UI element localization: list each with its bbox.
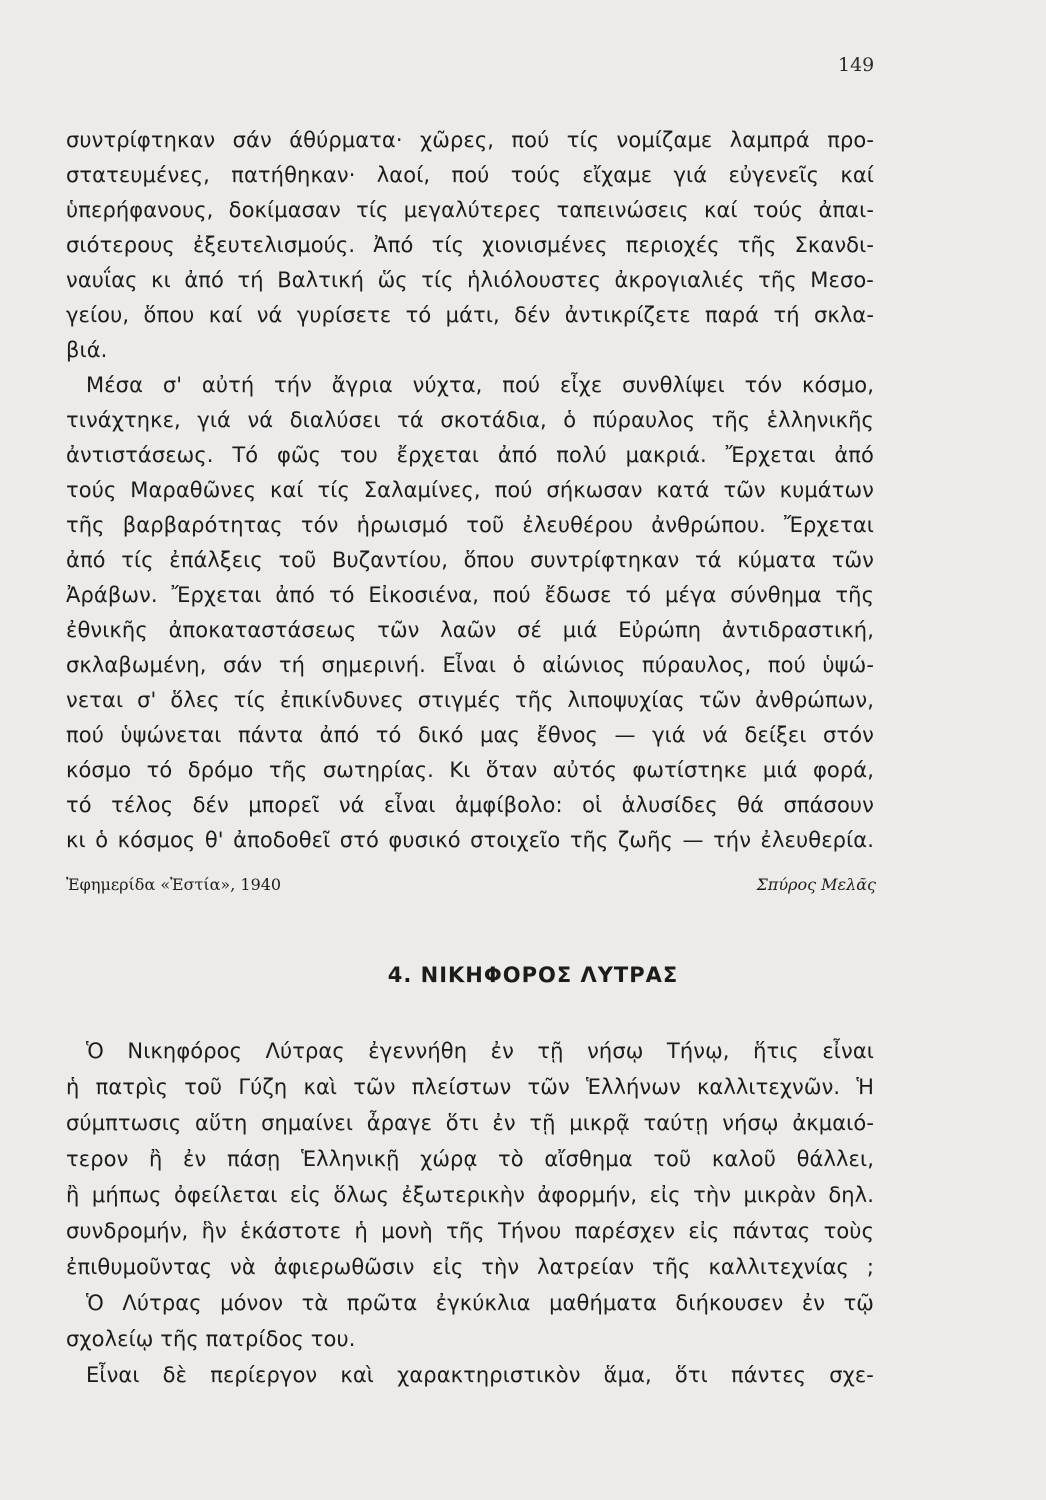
text-line: ἀντιστάσεως. Τό φῶς του ἔρχεται ἀπό πολύ μακριά. Ἔρχεται ἀπό <box>66 443 874 467</box>
text-line: Ὁ Λύτρας μόνον τὰ πρῶτα ἐγκύκλια μαθήματα διήκουσεν ἐν τῷ <box>86 1291 874 1315</box>
author-signature: Σπύρος Μελᾶς <box>756 875 876 894</box>
text-line: συνδρομήν, ἣν ἑκάστοτε ἡ μονὴ τῆς Τήνου παρέσχεν εἰς πάντας τοὺς <box>66 1219 874 1243</box>
text-line: ἐπιθυμοῦντας νὰ ἀφιερωθῶσιν εἰς τὴν λατρείαν τῆς καλλιτεχνίας ; <box>66 1255 874 1279</box>
text-line: τινάχτηκε, γιά νά διαλύσει τά σκοτάδια, ὁ πύραυλος τῆς ἑλληνικῆς <box>66 408 874 432</box>
text-line: γείου, ὅπου καί νά γυρίσετε τό μάτι, δέν ἀντικρίζετε παρά τή σκλα- <box>66 303 874 327</box>
article-lytras-body <box>66 1034 874 1414</box>
text-line: κι ὁ κόσμος θ' ἀποδοθεῖ στό φυσικό στοιχεῖο τῆς ζωῆς — τήν ἐλευθερία. <box>66 828 874 852</box>
text-line: στατευμένες, πατήθηκαν· λαοί, πού τούς εἴχαμε γιά εὐγενεῖς καί <box>66 163 874 187</box>
text-line: βιά. <box>66 338 108 362</box>
text-line: ναυΐας κι ἀπό τή Βαλτική ὥς τίς ἡλιόλουστες ἀκρογιαλιές τῆς Μεσο- <box>66 268 874 292</box>
text-line: τῆς βαρβαρότητας τόν ἡρωισμό τοῦ ἐλευθέρου ἀνθρώπου. Ἔρχεται <box>66 513 874 537</box>
text-line: σύμπτωσις αὕτη σημαίνει ἆραγε ὅτι ἐν τῇ μικρᾷ ταύτῃ νήσῳ ἀκμαιό- <box>66 1111 874 1135</box>
text-line: τερον ἢ ἐν πάσῃ Ἑλληνικῇ χώρᾳ τὸ αἴσθημα τοῦ καλοῦ θάλλει, <box>66 1147 874 1171</box>
text-line: Ὁ Νικηφόρος Λύτρας ἐγεννήθη ἐν τῇ νήσῳ Τήνῳ, ἥτις εἶναι <box>86 1039 874 1063</box>
text-line: πού ὑψώνεται πάντα ἀπό τό δικό μας ἔθνος — γιά νά δείξει στόν <box>66 723 874 747</box>
text-line: τό τέλος δέν μπορεῖ νά εἶναι ἀμφίβολο: οἱ ἁλυσίδες θά σπάσουν <box>66 793 874 817</box>
section-heading: 4. ΝΙΚΗΦΟΡΟΣ ΛΥΤΡΑΣ <box>387 963 679 987</box>
text-line: σκλαβωμένη, σάν τή σημερινή. Εἶναι ὁ αἰώνιος πύραυλος, πού ὑψώ- <box>66 653 874 677</box>
text-line: σιότερους ἐξευτελισμούς. Ἀπό τίς χιονισμένες περιοχές τῆς Σκανδι- <box>66 233 874 257</box>
text-line: σχολείῳ τῆς πατρίδος του. <box>66 1327 356 1351</box>
text-line: Μέσα σ' αὐτή τήν ἄγρια νύχτα, πού εἶχε συνθλίψει τόν κόσμο, <box>86 373 874 397</box>
article-melas-body <box>66 124 874 864</box>
text-line: ἐθνικῆς ἀποκαταστάσεως τῶν λαῶν σέ μιά Εὐρώπη ἀντιδραστική, <box>66 618 874 642</box>
text-line: ἢ μήπως ὀφείλεται εἰς ὅλως ἐξωτερικὴν ἀφορμήν, εἰς τὴν μικρὰν δηλ. <box>66 1183 874 1207</box>
page-number: 149 <box>838 54 875 76</box>
source-citation: Ἐφημερίδα «Ἑστία», 1940 <box>66 875 282 894</box>
text-line: ἀπό τίς ἐπάλξεις τοῦ Βυζαντίου, ὅπου συντρίφτηκαν τά κύματα τῶν <box>66 548 874 572</box>
text-line: νεται σ' ὅλες τίς ἐπικίνδυνες στιγμές τῆς λιποψυχίας τῶν ἀνθρώπων, <box>66 688 874 712</box>
text-line: τούς Μαραθῶνες καί τίς Σαλαμίνες, πού σήκωσαν κατά τῶν κυμάτων <box>66 478 874 502</box>
text-line: ὑπερήφανους, δοκίμασαν τίς μεγαλύτερες ταπεινώσεις καί τούς ἀπαι- <box>66 198 874 222</box>
text-line: συντρίφτηκαν σάν άθύρματα· χῶρες, πού τίς νομίζαμε λαμπρά προ- <box>66 128 874 152</box>
text-line: κόσμο τό δρόμο τῆς σωτηρίας. Κι ὅταν αὐτός φωτίστηκε μιά φορά, <box>66 758 874 782</box>
text-line: Εἶναι δὲ περίεργον καὶ χαρακτηριστικὸν ἅμα, ὅτι πάντες σχε- <box>86 1363 874 1387</box>
text-line: Ἀράβων. Ἔρχεται ἀπό τό Εἰκοσιένα, πού ἔδωσε τό μέγα σύνθημα τῆς <box>66 583 874 607</box>
text-line: ἡ πατρὶς τοῦ Γύζη καὶ τῶν πλείστων τῶν Ἑλλήνων καλλιτεχνῶν. Ἡ <box>66 1075 874 1099</box>
